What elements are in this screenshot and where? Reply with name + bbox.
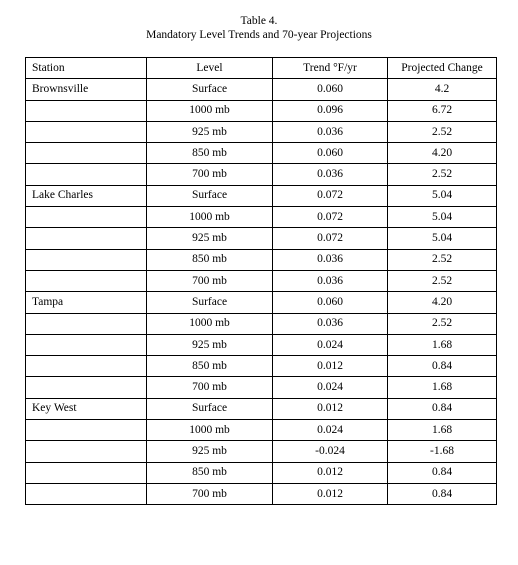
cell-station [26, 441, 147, 462]
table-row [26, 164, 497, 185]
cell-level: 1000 mb [147, 100, 273, 121]
cell-trend: 0.024 [273, 377, 388, 398]
table-row [26, 228, 497, 249]
cell-trend: 0.012 [273, 462, 388, 483]
table-row [26, 143, 497, 164]
table-caption-number: Table 4. [240, 15, 278, 27]
cell-projected-change: 1.68 [388, 420, 497, 441]
cell-trend: 0.060 [273, 143, 388, 164]
cell-trend: 0.012 [273, 356, 388, 377]
cell-projected-change: 4.20 [388, 143, 497, 164]
table-row [26, 121, 497, 142]
header-trend: Trend °F/yr [273, 58, 388, 79]
cell-level: 1000 mb [147, 420, 273, 441]
cell-projected-change: 2.52 [388, 121, 497, 142]
table-row [26, 292, 497, 313]
cell-projected-change: 0.84 [388, 462, 497, 483]
cell-level: 850 mb [147, 462, 273, 483]
cell-trend: 0.036 [273, 121, 388, 142]
cell-station [26, 377, 147, 398]
cell-station [26, 356, 147, 377]
cell-projected-change: 0.84 [388, 483, 497, 504]
cell-projected-change: 1.68 [388, 377, 497, 398]
cell-projected-change: 1.68 [388, 334, 497, 355]
cell-level: 925 mb [147, 121, 273, 142]
cell-trend: 0.096 [273, 100, 388, 121]
cell-station [26, 100, 147, 121]
table-row [26, 420, 497, 441]
cell-station [26, 313, 147, 334]
cell-trend: 0.012 [273, 398, 388, 419]
cell-level: 850 mb [147, 249, 273, 270]
cell-station: Brownsville [26, 79, 147, 100]
cell-level: 850 mb [147, 356, 273, 377]
cell-projected-change: 4.20 [388, 292, 497, 313]
cell-level: 700 mb [147, 483, 273, 504]
cell-trend: 0.036 [273, 249, 388, 270]
table-row [26, 334, 497, 355]
table-row [26, 185, 497, 206]
cell-level: 700 mb [147, 164, 273, 185]
table-row [26, 313, 497, 334]
cell-level: Surface [147, 398, 273, 419]
cell-station [26, 228, 147, 249]
table-row [26, 377, 497, 398]
cell-trend: 0.036 [273, 313, 388, 334]
cell-trend: 0.060 [273, 292, 388, 313]
cell-projected-change: 4.2 [388, 79, 497, 100]
cell-station [26, 121, 147, 142]
table-row [26, 270, 497, 291]
cell-trend: 0.036 [273, 164, 388, 185]
table-body [26, 79, 497, 505]
cell-station [26, 334, 147, 355]
table-row [26, 462, 497, 483]
header-level: Level [147, 58, 273, 79]
cell-projected-change: 2.52 [388, 249, 497, 270]
cell-level: Surface [147, 292, 273, 313]
cell-projected-change: 5.04 [388, 185, 497, 206]
cell-projected-change: -1.68 [388, 441, 497, 462]
cell-station [26, 420, 147, 441]
cell-station [26, 483, 147, 504]
cell-station [26, 249, 147, 270]
cell-projected-change: 5.04 [388, 228, 497, 249]
cell-projected-change: 0.84 [388, 356, 497, 377]
cell-trend: 0.072 [273, 228, 388, 249]
cell-projected-change: 6.72 [388, 100, 497, 121]
table-row [26, 100, 497, 121]
table-caption-title: Mandatory Level Trends and 70-year Projections [146, 29, 372, 41]
cell-trend: 0.024 [273, 334, 388, 355]
cell-level: 1000 mb [147, 313, 273, 334]
cell-projected-change: 2.52 [388, 270, 497, 291]
cell-station [26, 270, 147, 291]
cell-level: 925 mb [147, 334, 273, 355]
header-station: Station [26, 58, 147, 79]
cell-level: 700 mb [147, 377, 273, 398]
cell-projected-change: 5.04 [388, 207, 497, 228]
cell-trend: 0.012 [273, 483, 388, 504]
table-row [26, 207, 497, 228]
table-row [26, 398, 497, 419]
table-row [26, 79, 497, 100]
cell-station [26, 143, 147, 164]
table-row [26, 483, 497, 504]
cell-trend: 0.036 [273, 270, 388, 291]
cell-station [26, 207, 147, 228]
table-row [26, 441, 497, 462]
cell-level: 1000 mb [147, 207, 273, 228]
cell-station: Tampa [26, 292, 147, 313]
cell-trend: 0.060 [273, 79, 388, 100]
cell-station [26, 462, 147, 483]
cell-trend: 0.072 [273, 185, 388, 206]
cell-station: Lake Charles [26, 185, 147, 206]
cell-station: Key West [26, 398, 147, 419]
header-projected-change: Projected Change [388, 58, 497, 79]
cell-trend: 0.024 [273, 420, 388, 441]
cell-level: 700 mb [147, 270, 273, 291]
table-row [26, 249, 497, 270]
cell-trend: -0.024 [273, 441, 388, 462]
cell-projected-change: 0.84 [388, 398, 497, 419]
cell-level: 925 mb [147, 228, 273, 249]
cell-level: Surface [147, 185, 273, 206]
table-row [26, 356, 497, 377]
trends-table [25, 57, 497, 505]
cell-projected-change: 2.52 [388, 313, 497, 334]
cell-level: 925 mb [147, 441, 273, 462]
cell-projected-change: 2.52 [388, 164, 497, 185]
cell-level: Surface [147, 79, 273, 100]
cell-level: 850 mb [147, 143, 273, 164]
cell-station [26, 164, 147, 185]
cell-trend: 0.072 [273, 207, 388, 228]
header-row [26, 58, 497, 79]
